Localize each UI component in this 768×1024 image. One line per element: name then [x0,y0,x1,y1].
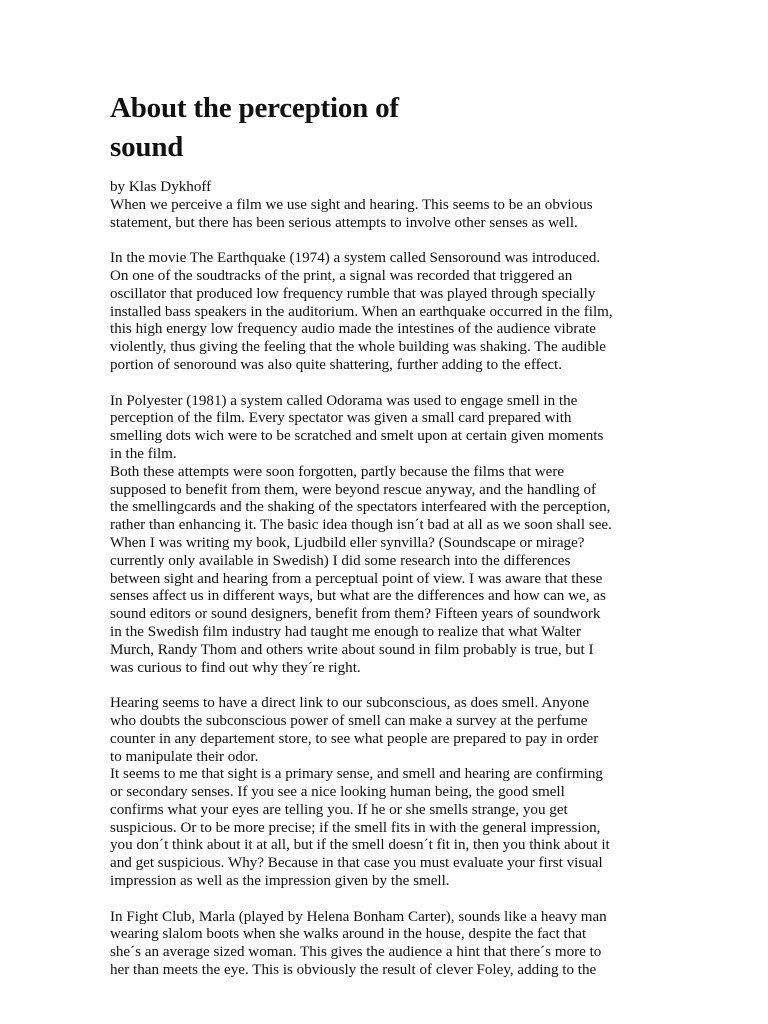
text-line: and get suspicious. Why? Because in that case you must evaluate your first visual [110,855,603,872]
text-line: Murch, Randy Thom and others write about sound in film probably is true, but I [110,641,594,658]
text-line: wearing slalom boots when she walks around in the house, despite the fact that [110,926,587,943]
text-line: by Klas Dykhoff [110,179,212,195]
text-line: statement, but there has been serious attempts to involve other senses as well. [110,214,578,231]
paragraph [110,393,710,464]
text-line: between sight and hearing from a perceptual point of view. I was aware that these [110,570,603,587]
text-line: you don´t think about it at all, but if the smell doesn´t fit in, then you think about it [110,837,610,854]
text-line: rather than enhancing it. The basic idea though isn´t bad at all as we soon shall see. [110,517,612,534]
text-line: In the movie The Earthquake (1974) a system called Sensoround was introduced. [110,250,601,267]
text-line: was curious to find out why they´re right. [110,659,361,676]
text-line: sound editors or sound designers, benefit from them? Fifteen years of soundwork [110,606,601,623]
paragraph [110,179,710,197]
text-line: suspicious. Or to be more precise; if the smell fits in with the general impression, [110,819,601,836]
paragraph [110,464,710,678]
text-line: supposed to benefit from them, were beyond rescue anyway, and the handling of [110,481,597,498]
text-line: impression as well as the impression given by the smell. [110,873,450,890]
text-line: currently only available in Swedish) I did some research into the differences [110,552,571,569]
title-line: sound [110,131,184,163]
text-line: senses affect us in different ways, but what are the differences and how can we, as [110,588,606,605]
text-line: to manipulate their odor. [110,748,259,765]
text-line: this high energy low frequency audio made the intestines of the audience vibrate [110,321,596,338]
title-line: About the perception of [110,92,399,124]
text-line: smelling dots wich were to be scratched and smelt upon at certain given moments [110,428,604,445]
text-line: in the film. [110,445,177,462]
text-line: her than meets the eye. This is obviously the result of clever Foley, adding to the [110,962,597,979]
text-line: In Fight Club, Marla (played by Helena Bonham Carter), sounds like a heavy man [110,908,607,925]
text-line: she´s an average sized woman. This gives the audience a hint that there´s more to [110,944,602,961]
text-line: portion of senoround was also quite shattering, further adding to the effect. [110,356,562,373]
text-line: perception of the film. Every spectator was given a small card prepared with [110,410,572,427]
text-line: counter in any departement store, to see what people are prepared to pay in order [110,730,599,747]
paragraph [110,197,710,233]
text-line: Hearing seems to have a direct link to our subconscious, as does smell. Anyone [110,695,590,712]
paragraph [110,250,710,375]
document-body [110,179,710,998]
paragraph [110,766,710,891]
paragraph [110,695,710,766]
text-line: who doubts the subconscious power of smell can make a survey at the perfume [110,712,588,729]
text-line: When I was writing my book, Ljudbild eller synvilla? (Soundscape or mirage? [110,534,585,551]
text-line: installed bass speakers in the auditorium. When an earthquake occurred in the film, [110,303,613,320]
text-line: confirms what your eyes are telling you. If he or she smells strange, you get [110,801,568,818]
text-line: violently, thus giving the feeling that the whole building was shaking. The audible [110,339,606,356]
text-line: Both these attempts were soon forgotten, partly because the films that were [110,463,565,480]
text-line: It seems to me that sight is a primary sense, and smell and hearing are confirming [110,766,603,783]
document-title [110,89,399,167]
paragraph [110,909,710,980]
text-line: or secondary senses. If you see a nice looking human being, the good smell [110,784,565,801]
text-line: the smellingcards and the shaking of the spectators interfeared with the perception, [110,499,611,516]
text-line: oscillator that produced low frequency rumble that was played through specially [110,285,596,302]
text-line: In Polyester (1981) a system called Odorama was used to engage smell in the [110,392,578,409]
text-line: On one of the soudtracks of the print, a signal was recorded that triggered an [110,267,573,284]
text-line: When we perceive a film we use sight and hearing. This seems to be an obvious [110,196,593,213]
text-line: in the Swedish film industry had taught me enough to realize that what Walter [110,623,581,640]
